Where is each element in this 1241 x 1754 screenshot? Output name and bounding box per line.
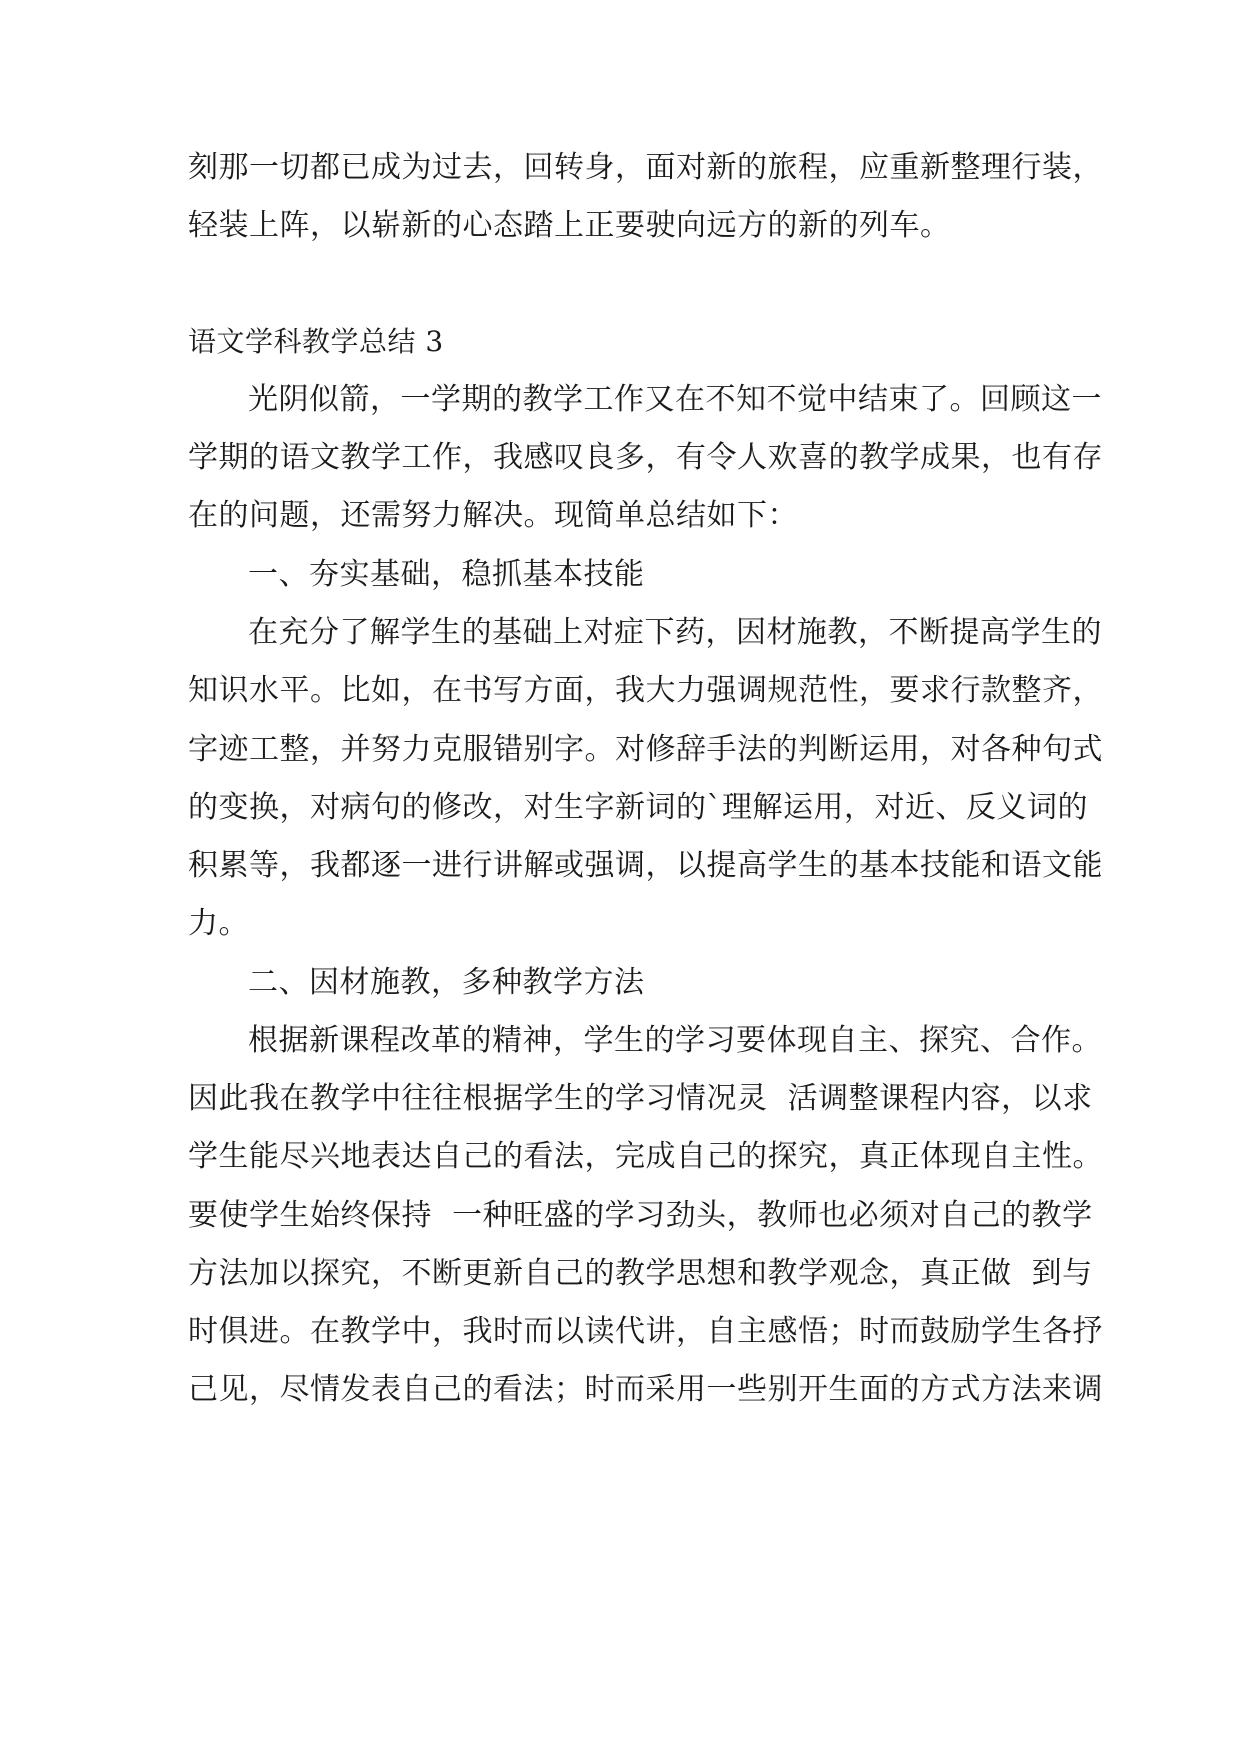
text-line: 知识水平。比如，在书写方面，我大力强调规范性，要求行款整齐，: [188, 673, 1103, 708]
text-line: 方法加以探究，不断更新自己的教学思想和教学观念，真正做 到与: [188, 1256, 1093, 1291]
text-line: 因此我在教学中往往根据学生的学习情况灵 活调整课程内容，以求: [188, 1081, 1093, 1116]
text-line: 字迹工整，并努力克服错别字。对修辞手法的判断运用，对各种句式: [188, 732, 1103, 767]
text-line: 积累等，我都逐一进行讲解或强调，以提高学生的基本技能和语文能: [188, 848, 1103, 883]
text-line: 刻那一切都已成为过去，回转身，面对新的旅程，应重新整理行装，: [188, 150, 1103, 185]
text-line: 的变换，对病句的修改，对生字新词的`理解运用，对近、反义词的: [188, 790, 1088, 825]
text-line: 己见，尽情发表自己的看法；时而采用一些别开生面的方式方法来调: [188, 1372, 1103, 1407]
text-line: 力。: [188, 906, 249, 941]
paragraph-first-line: 光阴似箭，一学期的教学工作又在不知不觉中结束了。回顾这一: [248, 382, 1102, 417]
text-line: 时俱进。在教学中，我时而以读代讲，自主感悟；时而鼓励学生各抒: [188, 1314, 1103, 1349]
subheading: 二、因材施教，多种教学方法: [248, 965, 645, 1000]
text-line: 要使学生始终保持 一种旺盛的学习劲头，教师也必须对自己的教学: [188, 1198, 1093, 1233]
text-line: 学期的语文教学工作，我感叹良多，有令人欢喜的教学成果，也有存: [188, 440, 1103, 475]
paragraph-first-line: 根据新课程改革的精神，学生的学习要体现自主、探究、合作。: [248, 1023, 1102, 1058]
text-line: 在的问题，还需努力解决。现简单总结如下：: [188, 498, 798, 533]
text-line: 轻装上阵，以崭新的心态踏上正要驶向远方的新的列车。: [188, 208, 951, 243]
text-line: 学生能尽兴地表达自己的看法，完成自己的探究，真正体现自主性。: [188, 1139, 1103, 1174]
paragraph-first-line: 在充分了解学生的基础上对症下药，因材施教，不断提高学生的: [248, 615, 1102, 650]
section-heading: 语文学科教学总结 3: [188, 325, 444, 358]
subheading: 一、夯实基础，稳抓基本技能: [248, 557, 645, 592]
